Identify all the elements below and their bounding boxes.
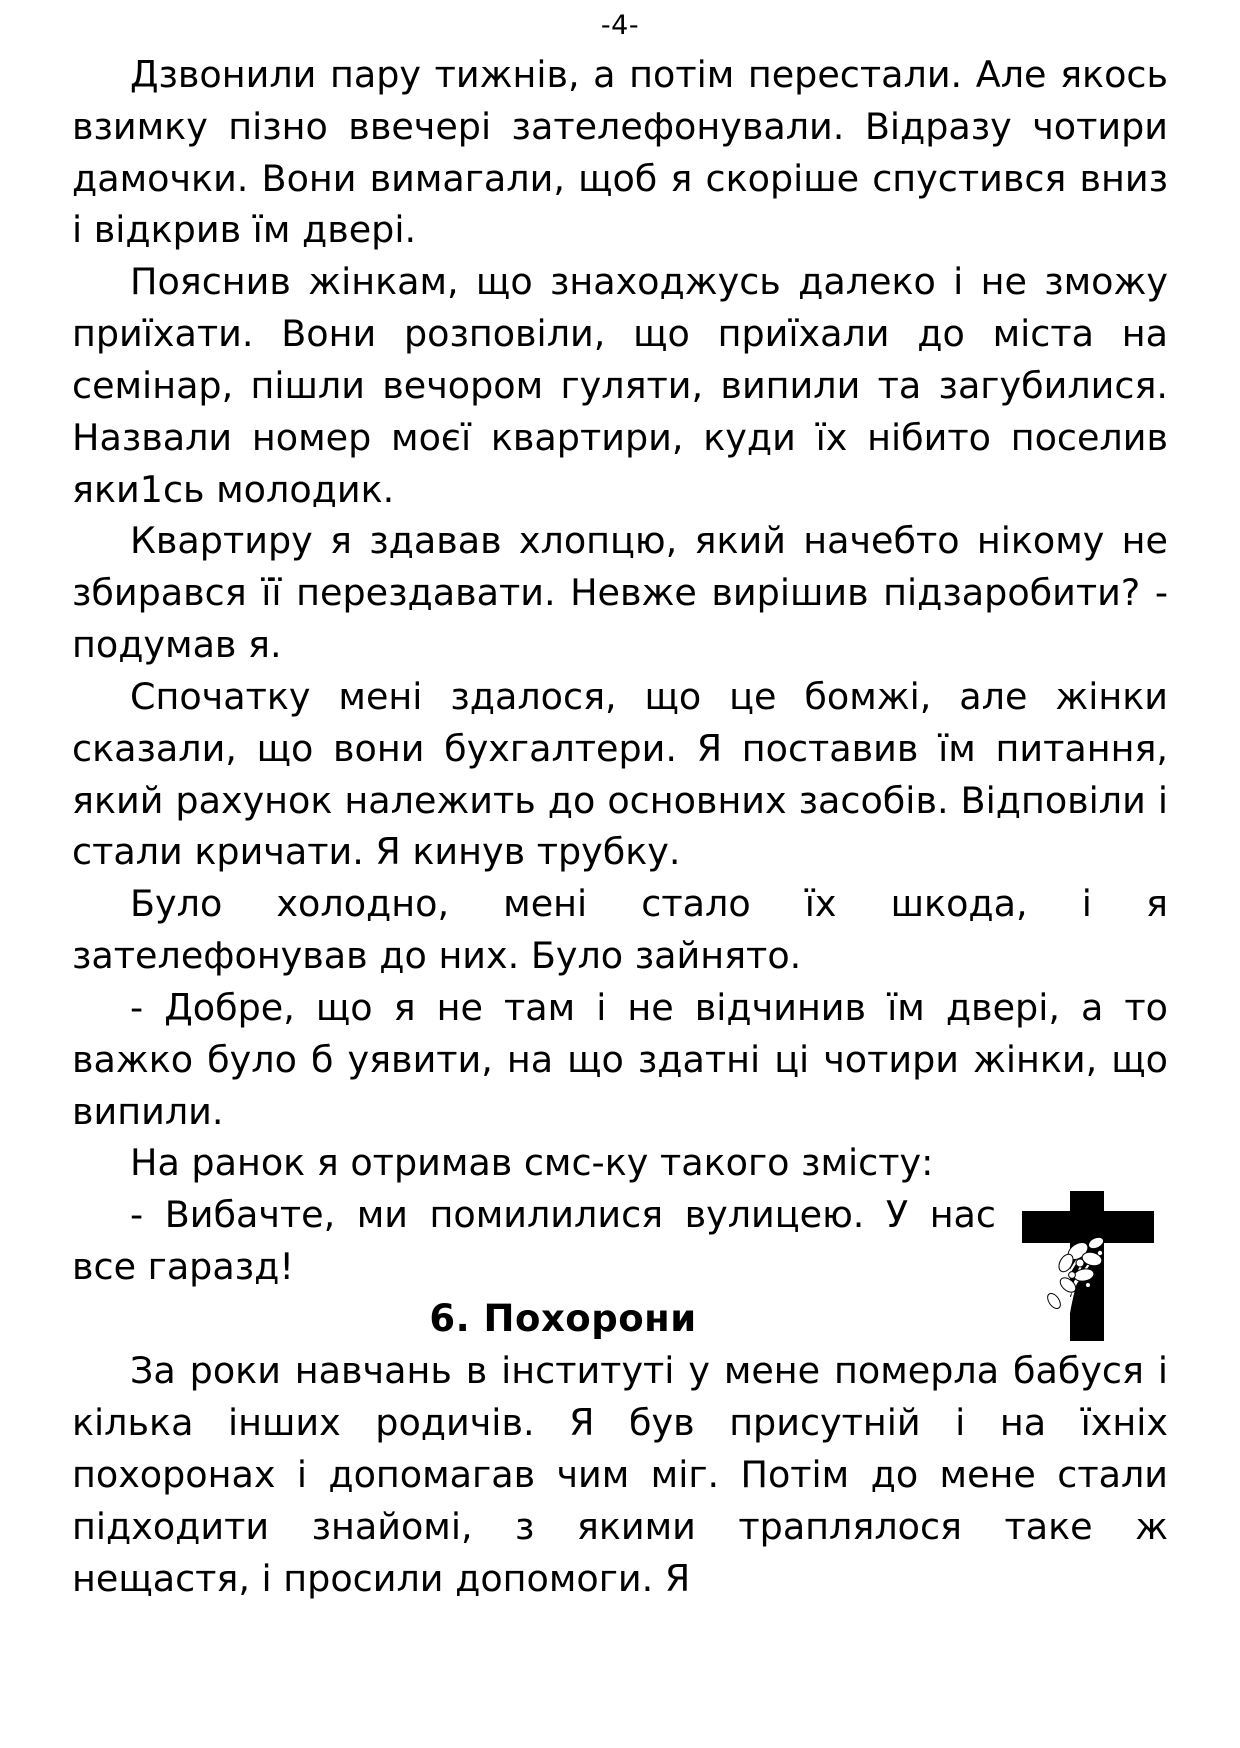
paragraph: Квартиру я здавав хлопцю, який начебто нікому не збирався її перездавати. Невже вирішив підзаробити? - подумав я.	[72, 519, 1168, 667]
paragraph: Дзвонили пару тижнів, а потім перестали. Але якось взимку пізно ввечері зателефонували. Відразу чотири дамочки. Вони вимагали, щоб я скоріше спустився вниз і відкрив їм двері.	[72, 53, 1168, 252]
paragraph: - Вибачте, ми помилилися вулицею. У нас все гаразд!	[72, 1193, 996, 1289]
paragraph: - Добре, що я не там і не відчинив їм двері, а то важко було б уявити, на що здатні ці чотири жінки, що випили.	[72, 985, 1168, 1133]
paragraph: На ранок я отримав смс-ку такого змісту:	[130, 1141, 934, 1185]
page-number: -4-	[600, 10, 640, 41]
section-heading: 6. Похорони	[429, 1296, 697, 1340]
paragraph: Пояснив жінкам, що знаходжусь далеко і не зможу приїхати. Вони розповіли, що приїхали до міста на семінар, пішли вечором гуляти, випили та загубилися. Назвали номер моєї квартири, куди їх нібито поселив яки1сь молодик.	[72, 260, 1168, 511]
cross-with-flowers-illustration	[1008, 1189, 1168, 1344]
page-body	[72, 49, 1168, 1605]
paragraph: За роки навчань в інституті у мене померла бабуся і кілька інших родичів. Я був присутній і на їхніх похоронах і допомагав чим міг. Потім до мене стали підходити знайомі, з якими траплялося таке ж нещастя, і просили допомоги. Я	[72, 1349, 1168, 1600]
paragraph: Спочатку мені здалося, що це бомжі, але жінки сказали, що вони бухгалтери. Я поставив їм питання, який рахунок належить до основних засобів. Відповіли і стали кричати. Я кинув трубку.	[72, 674, 1168, 874]
paragraph: Було холодно, мені стало їх шкода, і я зателефонував до них. Було зайнято.	[72, 882, 1168, 978]
